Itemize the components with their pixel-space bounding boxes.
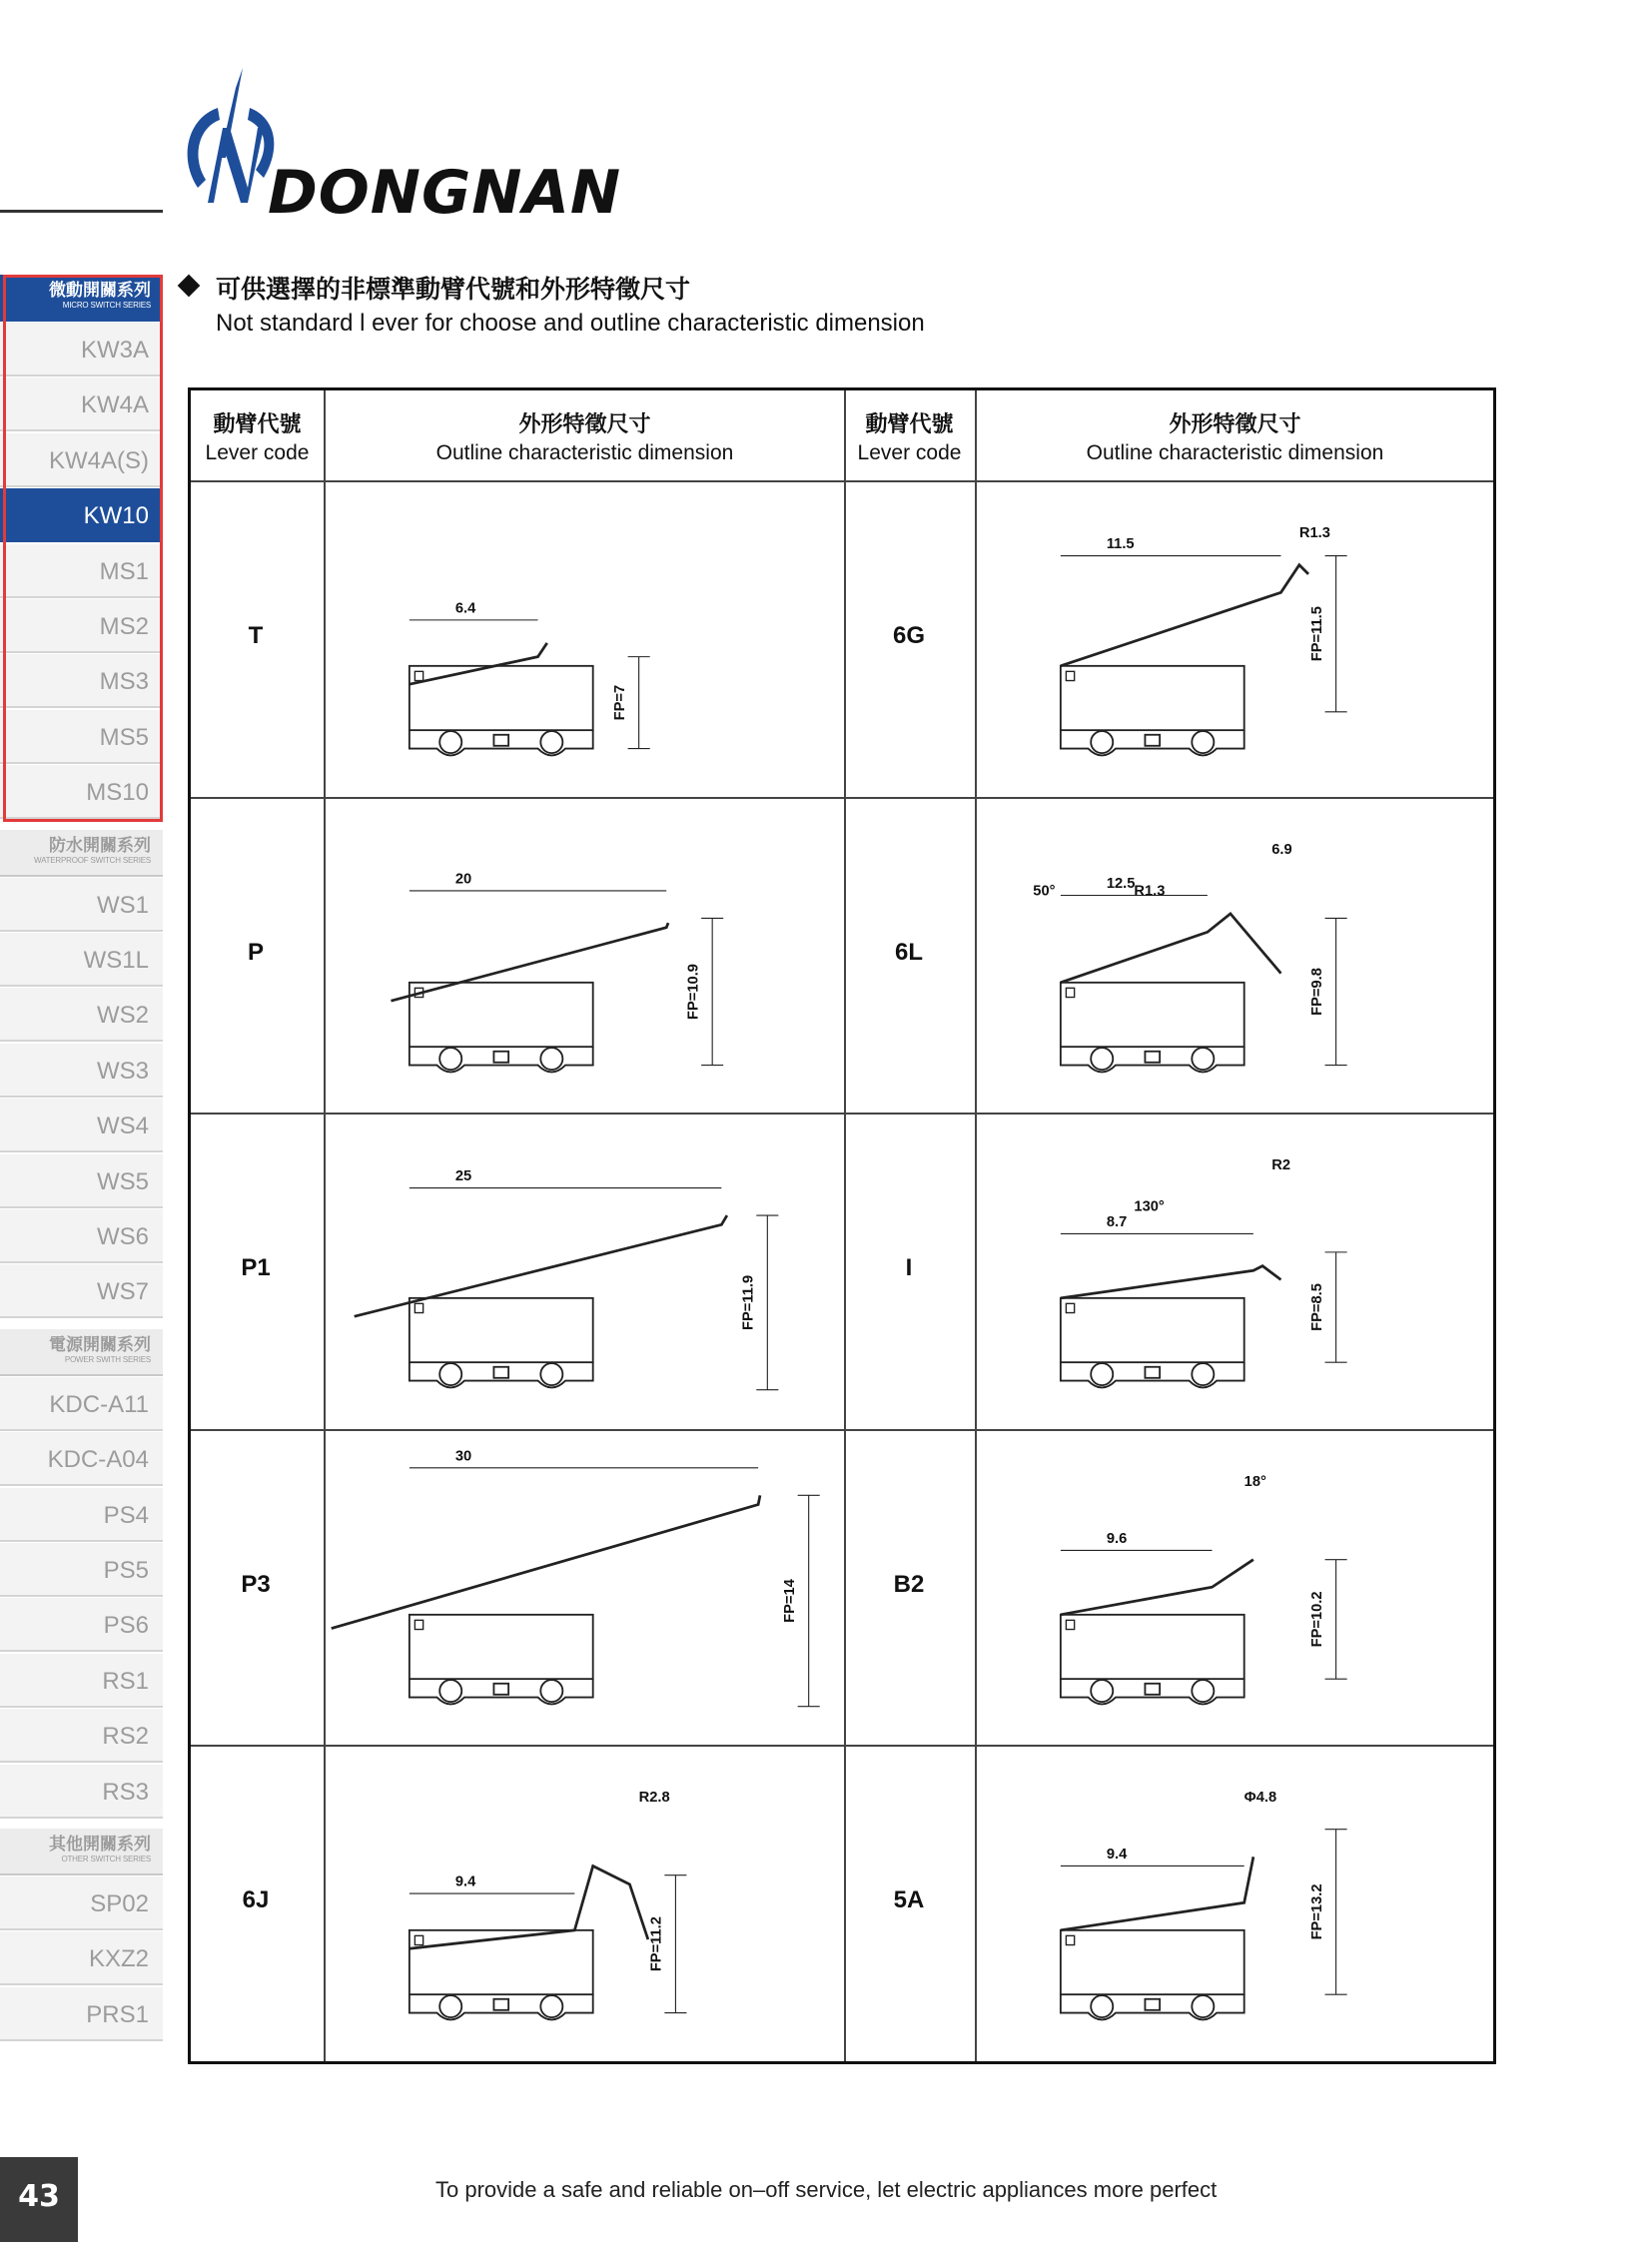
dimension-label: 18°: [1243, 1473, 1266, 1490]
terminal-icon: [1145, 1683, 1160, 1694]
dimension-label: 20: [454, 871, 472, 888]
dimension-label: 130°: [1134, 1198, 1165, 1215]
sidebar-group-title-zh: 防水開關系列: [49, 835, 151, 856]
page-number: 43: [18, 2179, 60, 2214]
outline-drawing: [326, 1431, 842, 1744]
dimension-label: 12.5: [1106, 875, 1136, 892]
sidebar-item[interactable]: WS1: [0, 877, 163, 932]
sidebar-group-title-zh: 電源開關系列: [49, 1334, 151, 1355]
mounting-hole-icon: [1192, 1995, 1214, 2017]
dimension-label: FP=10.9: [685, 963, 702, 1020]
dimension-label: 6.9: [1271, 841, 1292, 858]
dimension-label: FP=8.5: [1308, 1283, 1325, 1331]
lever-arm: [1061, 913, 1281, 982]
sidebar-group-title-zh: 微動開關系列: [49, 281, 151, 301]
dimension-label: R2: [1271, 1157, 1291, 1174]
header-outline-en: Outline characteristic dimension: [435, 441, 734, 464]
terminal-icon: [1145, 1367, 1160, 1378]
dimension-label: 9.4: [1106, 1847, 1128, 1864]
lever-arm: [410, 643, 547, 684]
header-outline-right: [977, 410, 1493, 466]
switch-body: [410, 666, 593, 730]
lever-table: [188, 387, 1496, 2064]
sidebar-item[interactable]: RS3: [0, 1764, 163, 1819]
dimension-label: 11.5: [1106, 536, 1135, 553]
sidebar-item[interactable]: WS5: [0, 1153, 163, 1208]
lever-code: P: [247, 938, 264, 966]
mounting-hole-icon: [540, 1363, 562, 1385]
header-outline-zh: 外形特徵尺寸: [518, 412, 651, 437]
dimension-label: 9.4: [454, 1873, 476, 1890]
dimension-label: FP=11.9: [740, 1274, 757, 1330]
outline-drawing: [977, 1431, 1493, 1744]
lever-code: B2: [893, 1570, 925, 1598]
header-lever-code-right: [844, 410, 975, 466]
section-title-en: Not standard l ever for choose and outline characteristic dimension: [216, 310, 925, 337]
terminal-icon: [1145, 1999, 1160, 2010]
switch-body: [1061, 1614, 1244, 1678]
sidebar-item[interactable]: WS6: [0, 1208, 163, 1263]
sidebar-item[interactable]: PS4: [0, 1487, 163, 1542]
mounting-hole-icon: [540, 1995, 562, 2017]
mounting-hole-icon: [1192, 1680, 1214, 1702]
terminal-icon: [493, 1051, 508, 1062]
terminal-icon: [1145, 735, 1160, 746]
sidebar-item[interactable]: MS3: [0, 653, 163, 708]
marking-icon: [414, 1620, 422, 1629]
header-outline-en: Outline characteristic dimension: [1086, 441, 1384, 464]
active-series-highlight: [3, 275, 163, 822]
dimension-label: R1.3: [1298, 525, 1330, 542]
outline-drawing: [977, 1747, 1493, 2059]
dimension-label: R2.8: [638, 1790, 670, 1807]
header-lever-code-left: [191, 410, 324, 466]
outline-drawing: [326, 482, 842, 795]
dimension-label: 9.6: [1106, 1530, 1128, 1547]
brand-name: DONGNAN: [268, 158, 622, 228]
switch-body: [410, 1298, 593, 1362]
outline-drawing: [977, 1115, 1493, 1427]
lever-arm: [1061, 1857, 1253, 1930]
sidebar-item[interactable]: PRS1: [0, 1986, 163, 2041]
sidebar-group-header[interactable]: [0, 1829, 163, 1875]
sidebar-item[interactable]: MS5: [0, 709, 163, 764]
mounting-hole-icon: [439, 1995, 461, 2017]
sidebar-group-title-en: MICRO SWITCH SERIES: [62, 301, 151, 310]
sidebar-group-title-en: POWER SWITH SERIES: [64, 1354, 151, 1364]
marking-icon: [1066, 988, 1074, 997]
mounting-hole-icon: [1091, 731, 1113, 753]
lever-arm: [410, 1866, 648, 1948]
header-outline-left: [326, 410, 844, 466]
lever-code: I: [905, 1254, 913, 1282]
dimension-label: 50°: [1033, 883, 1056, 900]
sidebar-group-title-en: WATERPROOF SWITCH SERIES: [34, 855, 151, 865]
lever-code: T: [248, 622, 264, 650]
dimension-label: FP=14: [781, 1578, 798, 1623]
switch-body: [410, 982, 593, 1046]
dimension-label: FP=11.5: [1308, 606, 1325, 662]
mounting-hole-icon: [439, 1048, 461, 1070]
mounting-hole-icon: [1192, 1048, 1214, 1070]
switch-body: [1061, 982, 1244, 1046]
terminal-icon: [1145, 1051, 1160, 1062]
mounting-hole-icon: [1192, 1363, 1214, 1385]
outline-drawing: [326, 1747, 842, 2059]
header-lever-code-zh: 動臂代號: [865, 412, 954, 437]
dimension-label: FP=7: [611, 684, 628, 721]
lever-code: P3: [241, 1570, 271, 1598]
lever-code: 6L: [894, 938, 923, 966]
dimension-label: 6.4: [454, 600, 476, 617]
dimension-label: Φ4.8: [1243, 1790, 1277, 1807]
marking-icon: [1066, 1935, 1074, 1944]
outline-drawing: [326, 799, 842, 1112]
marking-icon: [414, 671, 422, 680]
lever-code: 5A: [893, 1886, 925, 1914]
footer-tagline: To provide a safe and reliable on–off service, let electric appliances more perfect: [435, 2177, 1218, 2202]
dimension-label: 8.7: [1106, 1214, 1128, 1231]
lever-arm: [1061, 1266, 1281, 1298]
lever-arm: [391, 923, 668, 1001]
mounting-hole-icon: [1091, 1363, 1113, 1385]
sidebar-group-title-zh: 其他開關系列: [49, 1835, 151, 1855]
terminal-icon: [493, 1367, 508, 1378]
sidebar-item[interactable]: KW10: [0, 487, 163, 542]
lever-arm: [355, 1215, 727, 1316]
sidebar-item[interactable]: KW4A(S): [0, 432, 163, 487]
marking-icon: [414, 1935, 422, 1944]
lever-code: 6J: [242, 1886, 270, 1914]
sidebar-item[interactable]: MS10: [0, 764, 163, 819]
mounting-hole-icon: [1192, 731, 1214, 753]
dimension-label: 25: [454, 1168, 472, 1185]
lever-code: P1: [241, 1254, 271, 1282]
lever-code: 6G: [892, 622, 925, 650]
sidebar-item[interactable]: SP02: [0, 1875, 163, 1930]
header-rule: [0, 210, 163, 213]
sidebar-item[interactable]: WS7: [0, 1263, 163, 1318]
lever-arm: [332, 1495, 760, 1628]
sidebar-item[interactable]: KXZ2: [0, 1930, 163, 1985]
sidebar-item[interactable]: WS2: [0, 987, 163, 1042]
sidebar-item[interactable]: RS1: [0, 1653, 163, 1708]
sidebar-item[interactable]: KW3A: [0, 322, 163, 376]
sidebar-item[interactable]: RS2: [0, 1708, 163, 1763]
dimension-label: FP=11.2: [648, 1916, 665, 1972]
dimension-label: 30: [454, 1447, 472, 1464]
terminal-icon: [493, 1999, 508, 2010]
mounting-hole-icon: [540, 731, 562, 753]
dimension-label: FP=13.2: [1308, 1883, 1325, 1940]
mounting-hole-icon: [1091, 1680, 1113, 1702]
sidebar-item[interactable]: WS4: [0, 1098, 163, 1152]
sidebar-group-header[interactable]: [0, 830, 163, 877]
marking-icon: [1066, 1303, 1074, 1312]
sidebar-item[interactable]: MS2: [0, 598, 163, 653]
dimension-label: FP=9.8: [1308, 967, 1325, 1016]
sidebar-group-header[interactable]: [0, 1329, 163, 1376]
switch-body: [1061, 1298, 1244, 1362]
terminal-icon: [493, 1683, 508, 1694]
lever-arm: [1061, 565, 1308, 666]
switch-body: [410, 1614, 593, 1678]
marking-icon: [1066, 1620, 1074, 1629]
mounting-hole-icon: [540, 1680, 562, 1702]
mounting-hole-icon: [1091, 1048, 1113, 1070]
header-lever-code-zh: 動臂代號: [213, 412, 302, 437]
marking-icon: [414, 1303, 422, 1312]
dimension-label: FP=10.2: [1308, 1590, 1325, 1647]
sidebar-item[interactable]: WS1L: [0, 932, 163, 987]
sidebar-item[interactable]: KDC-A11: [0, 1376, 163, 1431]
mounting-hole-icon: [439, 1363, 461, 1385]
sidebar-item[interactable]: KDC-A04: [0, 1431, 163, 1486]
switch-body: [1061, 666, 1244, 730]
sidebar-item[interactable]: PS6: [0, 1597, 163, 1652]
terminal-icon: [493, 735, 508, 746]
sidebar-item[interactable]: WS3: [0, 1043, 163, 1098]
outline-drawing: [326, 1115, 842, 1427]
outline-drawing: [977, 482, 1493, 795]
dimension-label: R1.3: [1134, 883, 1166, 900]
header-outline-zh: 外形特徵尺寸: [1169, 412, 1301, 437]
section-title-zh: 可供選擇的非標準動臂代號和外形特徵尺寸: [216, 275, 691, 304]
switch-body: [1061, 1930, 1244, 1994]
lever-arm: [1061, 1559, 1253, 1614]
header-lever-code-en: Lever code: [857, 441, 962, 464]
mounting-hole-icon: [439, 731, 461, 753]
sidebar-item[interactable]: KW4A: [0, 376, 163, 431]
sidebar-item[interactable]: MS1: [0, 543, 163, 598]
mounting-hole-icon: [439, 1680, 461, 1702]
switch-body: [410, 1930, 593, 1994]
sidebar-group-title-en: OTHER SWITCH SERIES: [61, 1855, 151, 1864]
marking-icon: [1066, 671, 1074, 680]
mounting-hole-icon: [1091, 1995, 1113, 2017]
sidebar-item[interactable]: PS5: [0, 1542, 163, 1597]
bullet-diamond-icon: [178, 275, 201, 298]
mounting-hole-icon: [540, 1048, 562, 1070]
header-lever-code-en: Lever code: [205, 441, 310, 464]
outline-drawing: [977, 799, 1493, 1112]
